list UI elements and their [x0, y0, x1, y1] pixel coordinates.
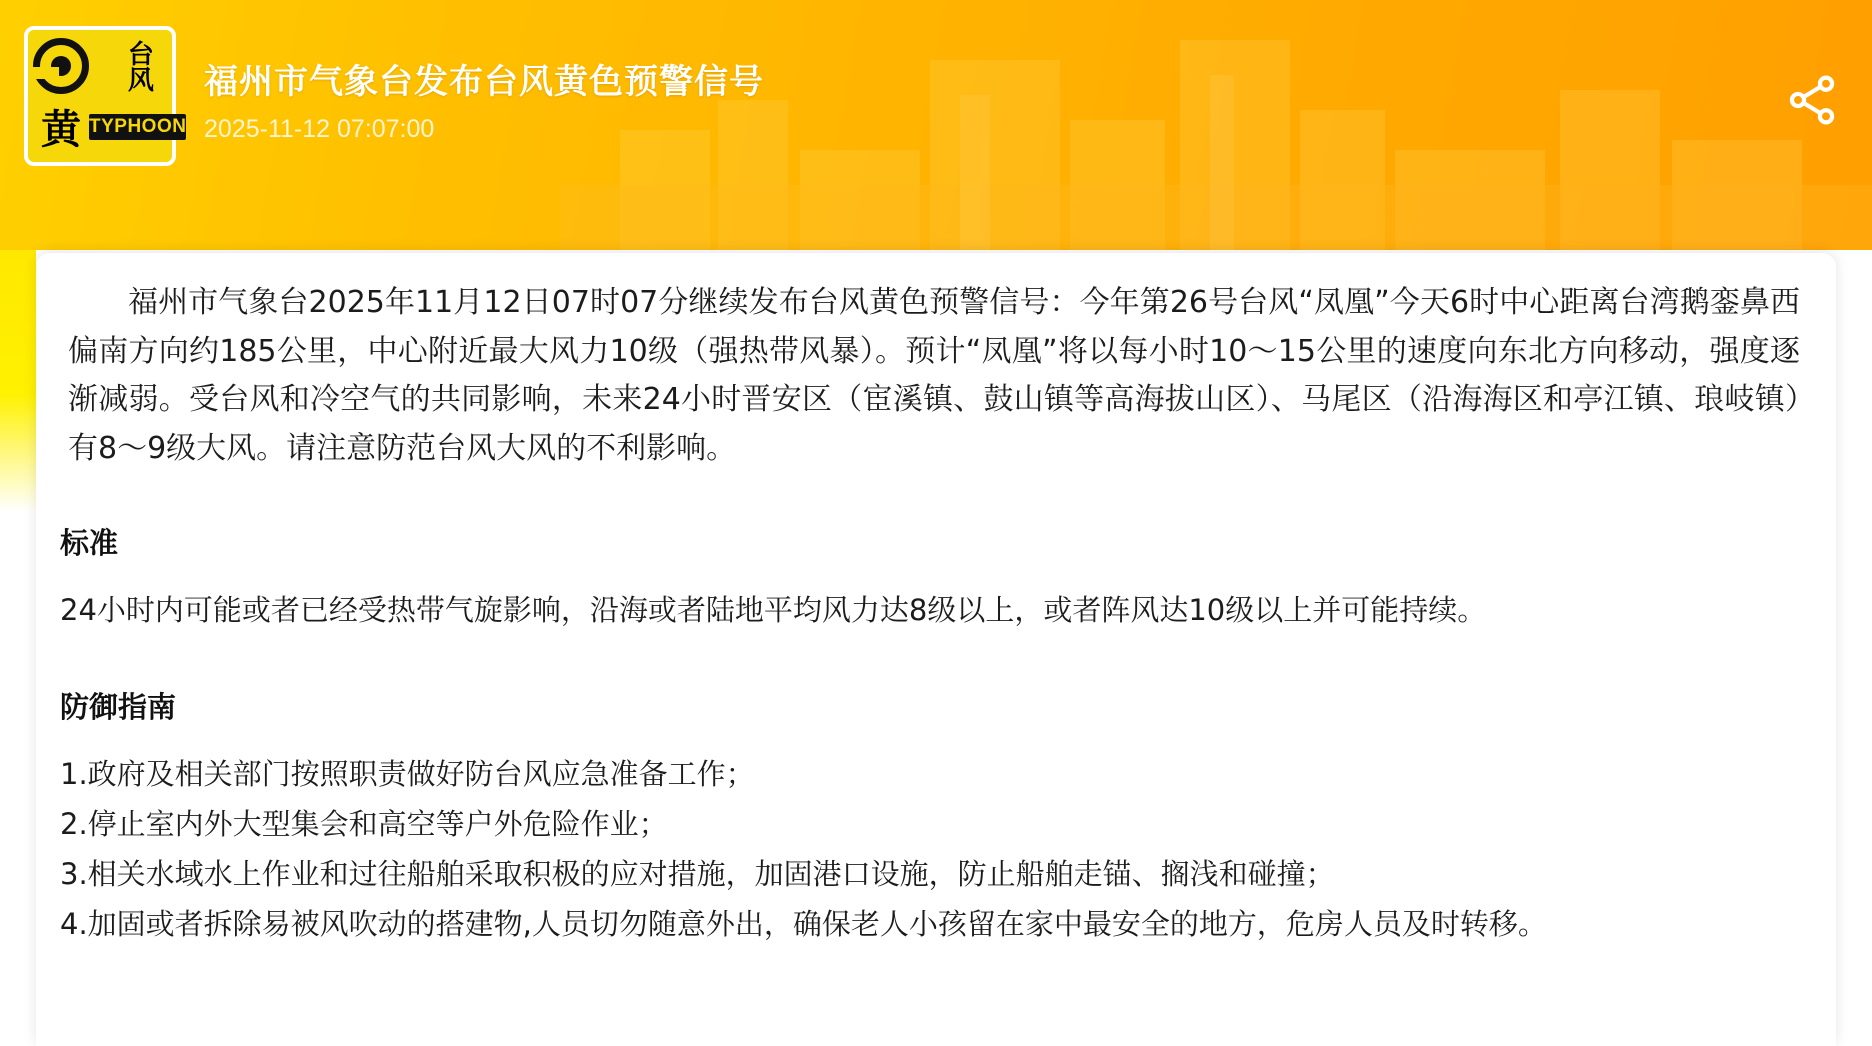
list-item: 3.相关水域水上作业和过往船舶采取积极的应对措施，加固港口设施，防止船舶走锚、搁浅和碰撞； — [60, 857, 1335, 892]
page-title: 福州市气象台发布台风黄色预警信号 — [204, 62, 764, 102]
defense-guide-list — [60, 750, 1814, 950]
warning-lead-paragraph: 福州市气象台2025年11月12日07时07分继续发布台风黄色预警信号：今年第26号台风“凤凰”今天6时中心距离台湾鹅銮鼻西偏南方向约185公里，中心附近最大风力10级（强热带风暴）。预计“凤凰”将以每小时10～15公里的速度向东北方向移动，强度逐渐减弱。受台风和冷空气的共同影响，未来24小时晋安区（宦溪镇、鼓山镇等高海拔山区）、马尾区（沿海海区和亭江镇、琅岐镇）有8～9级大风。请注意防范台风大风的不利影响。 — [68, 285, 1800, 466]
left-accent-strip — [0, 250, 36, 512]
typhoon-warning-badge — [24, 26, 187, 166]
badge-label-cn: 台风 — [123, 39, 154, 92]
banner-content — [0, 0, 1872, 166]
list-item: 2.停止室内外大型集会和高空等户外危险作业； — [60, 807, 668, 842]
warning-content-card — [36, 253, 1836, 1046]
publish-timestamp: 2025-11-12 07:07:00 — [204, 115, 435, 143]
header-banner — [0, 0, 1872, 250]
list-item: 4.加固或者拆除易被风吹动的搭建物,人员切勿随意外出，确保老人小孩留在家中最安全的地方，危房人员及时转移。 — [60, 906, 1547, 941]
header-text-block — [204, 26, 764, 144]
section-title-guide: 防御指南 — [60, 690, 177, 725]
section-body-standard: 24小时内可能或者已经受热带气旋影响，沿海或者陆地平均风力达8级以上，或者阵风达10级以上并可能持续。 — [60, 593, 1487, 628]
badge-label-level: 黄 — [41, 107, 81, 153]
typhoon-spiral-icon — [33, 35, 89, 96]
badge-label-latin: TYPHOON — [89, 114, 186, 140]
section-title-standard: 标准 — [60, 526, 119, 561]
share-icon[interactable] — [1784, 72, 1840, 128]
list-item: 1.政府及相关部门按照职责做好防台风应急准备工作； — [60, 757, 755, 792]
